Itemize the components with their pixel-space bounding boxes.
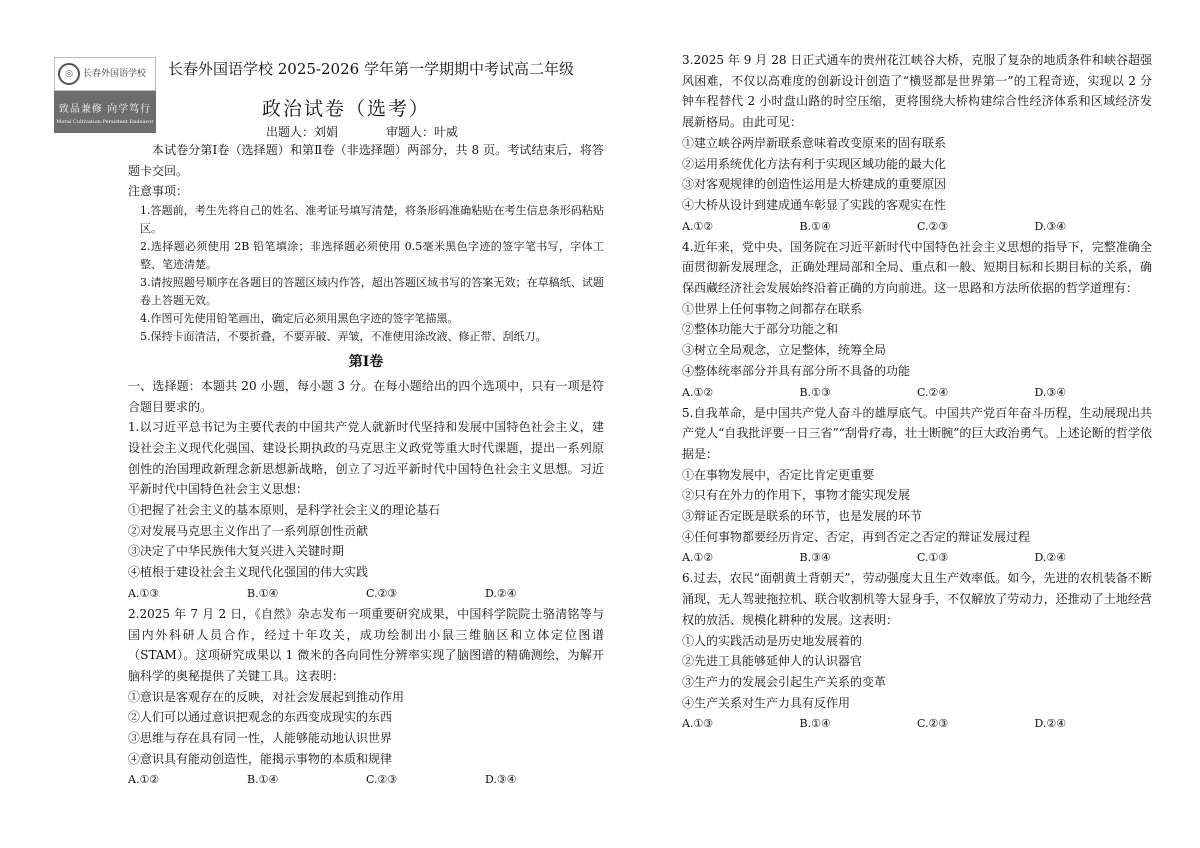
- option-c: C.②③: [366, 773, 398, 787]
- question-item: ③思维与存在具有同一性，人能够能动地认识世界: [128, 731, 393, 746]
- question-item: ③辩证否定既是联系的环节，也是发展的环节: [682, 509, 923, 524]
- option-b: B.①④: [247, 773, 279, 787]
- answer-options: [682, 547, 1152, 568]
- section-desc: 一、选择题：本题共 20 小题，每小题 3 分。在每小题给出的四个选项中，只有一项是符合题目要求的。: [128, 378, 604, 414]
- question-item: ④大桥从设计到建成通车彰显了实践的客观实在性: [682, 197, 947, 212]
- question-item: ④意识具有能动创造性，能揭示事物的本质和规律: [128, 751, 393, 766]
- question-item: ②先进工具能够延伸人的认识器官: [682, 654, 863, 669]
- question-6: [682, 568, 1152, 734]
- school-exam-line: 长春外国语学校 2025-2026 学年第一学期期中考试高二年级: [168, 60, 574, 78]
- option-d: D.③④: [1034, 219, 1067, 233]
- question-stem: 2.2025 年 7 月 2 日，《自然》杂志发布一项重要研究成果，中国科学院院士骆清铭等与国内外科研人员合作，经过十年攻关，成功绘制出小鼠三维脑区和立体定位图谱（STAM）。这项研究成果以 1 微米的各向同性分辨率实现了脑图谱的精确测绘，为解开脑科学的奥秘提供了关键工具。这表明：: [128, 606, 604, 683]
- question-item: ④生产关系对生产力具有反作用: [682, 695, 851, 710]
- question-5: [682, 403, 1152, 569]
- answer-options: [682, 382, 1152, 403]
- note-3: 3.请按照题号顺序在各题目的答题区域内作答，超出答题区域书写的答案无效；在草稿纸、试题卷上答题无效。: [140, 276, 604, 308]
- logo-calligraphy: 长春外国语学校: [83, 68, 147, 79]
- question-item: ③生产力的发展会引起生产关系的变革: [682, 674, 887, 689]
- question-item: ②对发展马克思主义作出了一系列原创性贡献: [128, 523, 369, 538]
- question-item: ②运用系统优化方法有利于实现区域功能的最大化: [682, 156, 947, 171]
- question-item: ①世界上任何事物之间都存在联系: [682, 301, 863, 316]
- exam-title: 政治试卷（选考）: [262, 98, 431, 120]
- option-d: D.②④: [1034, 551, 1067, 565]
- option-c: C.②④: [917, 385, 949, 399]
- left-column: [128, 140, 604, 790]
- question-item: ③树立全局观念，立足整体，统筹全局: [682, 343, 887, 358]
- note-1: 1.答题前，考生先将自己的姓名、准考证号填写清楚，将条形码准确粘贴在考生信息条形码粘贴区。: [140, 204, 604, 236]
- question-item: ②只有在外力的作用下，事物才能实现发展: [682, 488, 911, 503]
- option-d: D.②④: [1034, 717, 1067, 731]
- answer-options: [682, 713, 1152, 734]
- question-item: ④任何事物都要经历肯定、否定，再到否定之否定的辩证发展过程: [682, 529, 1031, 544]
- option-b: B.①④: [799, 219, 831, 233]
- authors-line: [266, 123, 506, 140]
- question-item: ②整体功能大于部分功能之和: [682, 322, 839, 337]
- option-c: C.①③: [917, 551, 949, 565]
- answer-options: [128, 769, 604, 790]
- option-a: A.①③: [682, 717, 714, 731]
- question-3: [682, 50, 1152, 237]
- question-1: [128, 417, 604, 604]
- option-a: A.①③: [128, 586, 160, 600]
- option-c: C.②③: [917, 717, 949, 731]
- reviewer: 审题人：叶威: [386, 125, 459, 139]
- logo-emblem: [54, 57, 156, 91]
- answer-options: [128, 583, 604, 604]
- question-item: ①把握了社会主义的基本原则，是科学社会主义的理论基石: [128, 503, 441, 518]
- question-2: [128, 604, 604, 791]
- note-4: 4.作图可先使用铅笔画出，确定后必须用黑色字迹的签字笔描黑。: [140, 312, 459, 326]
- school-logo: [54, 57, 156, 133]
- option-b: B.③④: [799, 551, 831, 565]
- question-item: ④植根于建设社会主义现代化强国的伟大实践: [128, 565, 369, 580]
- option-a: A.①②: [682, 385, 714, 399]
- option-b: B.①③: [799, 385, 831, 399]
- seal-icon: ◎: [58, 63, 80, 85]
- question-item: ②人们可以通过意识把观念的东西变成现实的东西: [128, 710, 393, 725]
- section-title: 第Ⅰ卷: [348, 354, 384, 371]
- logo-motto-en: Moral Cultivation Persistent Endeavor: [56, 119, 154, 125]
- question-item: ①意识是客观存在的反映，对社会发展起到推动作用: [128, 689, 405, 704]
- question-4: [682, 237, 1152, 403]
- intro: 本试卷分第Ⅰ卷（选择题）和第Ⅱ卷（非选择题）两部分，共 8 页。考试结束后，将答题卡交回。: [128, 143, 604, 178]
- option-b: B.①④: [799, 717, 831, 731]
- option-c: C.②③: [917, 219, 949, 233]
- option-c: C.②③: [366, 586, 398, 600]
- option-a: A.①②: [682, 219, 714, 233]
- option-b: B.①④: [247, 586, 279, 600]
- right-column: [682, 50, 1152, 734]
- notes-title: 注意事项：: [128, 184, 189, 199]
- question-stem: 3.2025 年 9 月 28 日正式通车的贵州花江峡谷大桥，克服了复杂的地质条件和峡谷超强风困难，不仅以高难度的创新设计创造了“横竖都是世界第一”的工程奇迹，实现以 2 分钟车程替代 2 小时盘山路的时空压缩，更将围绕大桥构建综合性经济体系和区域经济发展新格局。由此可见：: [682, 53, 1152, 130]
- question-stem: 5.自我革命，是中国共产党人奋斗的雄厚底气。中国共产党百年奋斗历程，生动展现出共产党人“自我批评要一日三省”“刮骨疗毒，壮士断腕”的巨大政治勇气。上述论断的哲学依据是：: [682, 405, 1152, 461]
- option-d: D.②④: [485, 586, 517, 600]
- option-d: D.③④: [1034, 385, 1067, 399]
- option-a: A.①②: [682, 551, 714, 565]
- question-item: ③对客观规律的创造性运用是大桥建成的重要原因: [682, 177, 947, 192]
- logo-motto: 致品兼修 向学笃行: [58, 104, 152, 115]
- option-a: A.①②: [128, 773, 160, 787]
- question-item: ①在事物发展中，否定比肯定更重要: [682, 467, 875, 482]
- note-5: 5.保持卡面清洁，不要折叠，不要弄破、弄皱，不准使用涂改液、修正带、刮纸刀。: [140, 330, 547, 344]
- question-stem: 4.近年来，党中央、国务院在习近平新时代中国特色社会主义思想的指导下，完整准确全面贯彻新发展理念，正确处理局部和全局、重点和一般、短期目标和长期目标的关系，确保西藏经济社会发展始终沿着正确的方向前进。这一思路和方法所依据的哲学道理有：: [682, 239, 1152, 296]
- question-stem: 6.过去，农民“面朝黄土背朝天”，劳动强度大且生产效率低。如今，先进的农机装备不断涌现，无人驾驶拖拉机、联合收割机等大显身手，不仅解放了劳动力，还推动了土地经营权的放活、规模化耕种的发展。这表明：: [682, 571, 1152, 627]
- question-stem: 1.以习近平总书记为主要代表的中国共产党人就新时代坚持和发展中国特色社会主义，建设社会主义现代化强国、建设长期执政的马克思主义政党等重大时代课题，提出一系列原创性的治国理政新理念新思想新战略，创立了习近平新时代中国特色社会主义思想。习近平新时代中国特色社会主义思想：: [128, 420, 604, 497]
- question-item: ①人的实践活动是历史地发展着的: [682, 633, 863, 648]
- option-d: D.③④: [485, 773, 517, 787]
- author: 出题人：刘娟: [266, 125, 339, 139]
- question-item: ①建立峡谷两岸新联系意味着改变原来的固有联系: [682, 135, 947, 150]
- note-2: 2.选择题必须使用 2B 铅笔填涂；非选择题必须使用 0.5毫米黑色字迹的签字笔书写，字体工整、笔迹清楚。: [140, 240, 604, 272]
- answer-options: [682, 216, 1152, 237]
- question-item: ③决定了中华民族伟大复兴进入关键时期: [128, 544, 345, 559]
- question-item: ④整体统率部分并具有部分所不具备的功能: [682, 363, 911, 378]
